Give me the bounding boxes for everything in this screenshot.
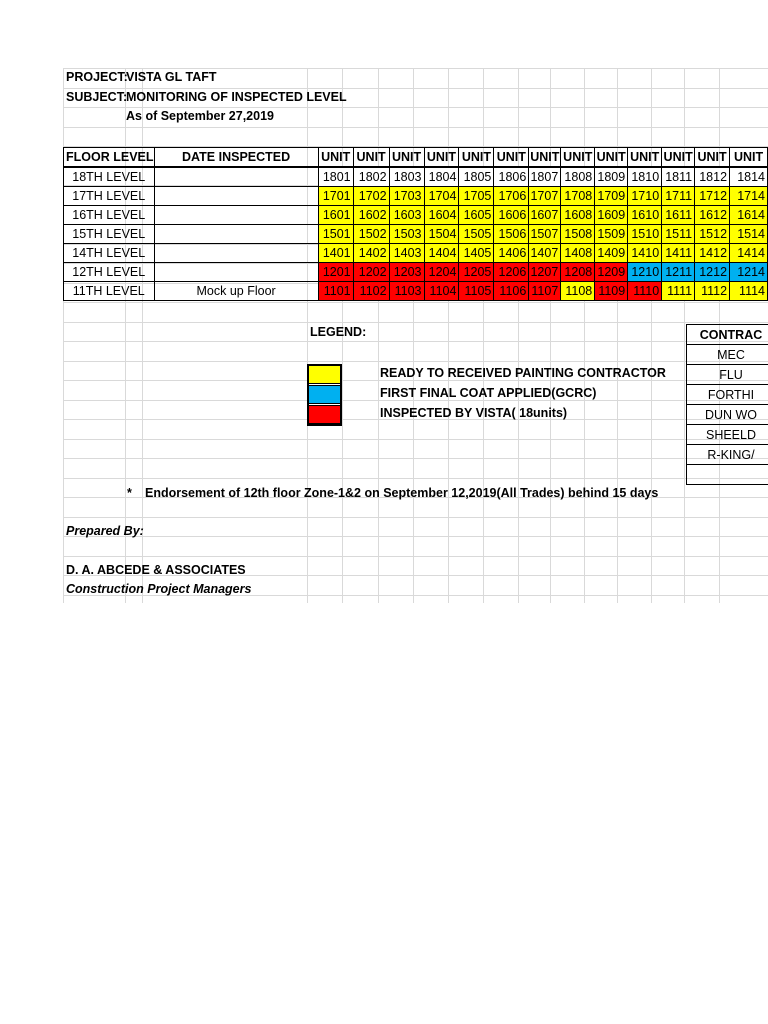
legend-swatch-first-coat bbox=[307, 385, 341, 404]
unit-cell: 1409 bbox=[595, 244, 628, 263]
contractor-row bbox=[687, 425, 768, 445]
unit-cell: 1206 bbox=[494, 263, 529, 282]
contractor-name: FORTHI bbox=[687, 385, 768, 405]
unit-cell: 1109 bbox=[595, 282, 628, 301]
unit-cell: 1607 bbox=[529, 206, 561, 225]
contractor-header-row bbox=[687, 325, 768, 345]
table-row bbox=[64, 244, 768, 263]
unit-header: UNIT bbox=[389, 148, 424, 168]
date-inspected-header: DATE INSPECTED bbox=[154, 148, 318, 168]
unit-cell: 1612 bbox=[695, 206, 730, 225]
contractor-header: CONTRAC bbox=[687, 325, 768, 345]
table-row bbox=[64, 187, 768, 206]
unit-cell: 1402 bbox=[353, 244, 389, 263]
unit-cell: 1406 bbox=[494, 244, 529, 263]
table-header-row bbox=[64, 148, 768, 168]
unit-header: UNIT bbox=[494, 148, 529, 168]
table-row bbox=[64, 282, 768, 301]
project-value: VISTA GL TAFT bbox=[126, 70, 217, 84]
unit-cell: 1606 bbox=[494, 206, 529, 225]
unit-cell: 1112 bbox=[695, 282, 730, 301]
unit-header: UNIT bbox=[628, 148, 662, 168]
company-role: Construction Project Managers bbox=[66, 582, 252, 596]
unit-cell: 1806 bbox=[494, 167, 529, 187]
unit-cell: 1411 bbox=[662, 244, 695, 263]
contractor-name: FLU bbox=[687, 365, 768, 385]
unit-cell: 1214 bbox=[730, 263, 768, 282]
legend-label-first-coat: FIRST FINAL COAT APPLIED(GCRC) bbox=[380, 386, 597, 400]
unit-cell: 1509 bbox=[595, 225, 628, 244]
unit-cell: 1414 bbox=[730, 244, 768, 263]
unit-cell: 1404 bbox=[424, 244, 459, 263]
contractor-row bbox=[687, 445, 768, 465]
unit-header: UNIT bbox=[662, 148, 695, 168]
unit-header: UNIT bbox=[529, 148, 561, 168]
floor-level-cell: 16TH LEVEL bbox=[64, 206, 155, 225]
unit-cell: 1504 bbox=[424, 225, 459, 244]
unit-cell: 1503 bbox=[389, 225, 424, 244]
unit-cell: 1801 bbox=[318, 167, 353, 187]
unit-cell: 1703 bbox=[389, 187, 424, 206]
project-label: PROJECT: bbox=[66, 70, 128, 84]
unit-header: UNIT bbox=[730, 148, 768, 168]
floor-level-cell: 15TH LEVEL bbox=[64, 225, 155, 244]
unit-cell: 1505 bbox=[459, 225, 494, 244]
floor-level-header: FLOOR LEVEL bbox=[64, 148, 155, 168]
unit-cell: 1710 bbox=[628, 187, 662, 206]
unit-cell: 1814 bbox=[730, 167, 768, 187]
unit-cell: 1514 bbox=[730, 225, 768, 244]
unit-cell: 1507 bbox=[529, 225, 561, 244]
unit-cell: 1706 bbox=[494, 187, 529, 206]
unit-cell: 1104 bbox=[424, 282, 459, 301]
unit-cell: 1205 bbox=[459, 263, 494, 282]
unit-cell: 1611 bbox=[662, 206, 695, 225]
table-row bbox=[64, 206, 768, 225]
unit-header: UNIT bbox=[459, 148, 494, 168]
unit-cell: 1810 bbox=[628, 167, 662, 187]
unit-cell: 1108 bbox=[561, 282, 595, 301]
date-inspected-cell bbox=[154, 206, 318, 225]
unit-cell: 1210 bbox=[628, 263, 662, 282]
unit-cell: 1407 bbox=[529, 244, 561, 263]
unit-cell: 1712 bbox=[695, 187, 730, 206]
unit-cell: 1201 bbox=[318, 263, 353, 282]
unit-cell: 1510 bbox=[628, 225, 662, 244]
legend-label-ready: READY TO RECEIVED PAINTING CONTRACTOR bbox=[380, 366, 666, 380]
company-name: D. A. ABCEDE & ASSOCIATES bbox=[66, 563, 246, 577]
unit-cell: 1212 bbox=[695, 263, 730, 282]
unit-cell: 1807 bbox=[529, 167, 561, 187]
table-body bbox=[64, 167, 768, 301]
contractor-name: R-KING/ bbox=[687, 445, 768, 465]
unit-cell: 1405 bbox=[459, 244, 494, 263]
contractor-name bbox=[687, 465, 768, 485]
unit-cell: 1808 bbox=[561, 167, 595, 187]
unit-cell: 1711 bbox=[662, 187, 695, 206]
table-row bbox=[64, 263, 768, 282]
floor-level-cell: 12TH LEVEL bbox=[64, 263, 155, 282]
unit-cell: 1102 bbox=[353, 282, 389, 301]
unit-cell: 1107 bbox=[529, 282, 561, 301]
unit-cell: 1207 bbox=[529, 263, 561, 282]
floor-level-cell: 17TH LEVEL bbox=[64, 187, 155, 206]
unit-cell: 1105 bbox=[459, 282, 494, 301]
unit-cell: 1111 bbox=[662, 282, 695, 301]
date-inspected-cell bbox=[154, 167, 318, 187]
note-text: Endorsement of 12th floor Zone-1&2 on September 12,2019(All Trades) behind 15 days bbox=[145, 486, 659, 500]
unit-cell: 1403 bbox=[389, 244, 424, 263]
table-row bbox=[64, 225, 768, 244]
unit-cell: 1714 bbox=[730, 187, 768, 206]
unit-cell: 1707 bbox=[529, 187, 561, 206]
unit-cell: 1708 bbox=[561, 187, 595, 206]
as-of-date: As of September 27,2019 bbox=[126, 109, 274, 123]
unit-cell: 1802 bbox=[353, 167, 389, 187]
unit-header: UNIT bbox=[561, 148, 595, 168]
date-inspected-cell bbox=[154, 225, 318, 244]
unit-cell: 1809 bbox=[595, 167, 628, 187]
subject-value: MONITORING OF INSPECTED LEVEL bbox=[126, 90, 347, 104]
unit-cell: 1609 bbox=[595, 206, 628, 225]
unit-cell: 1508 bbox=[561, 225, 595, 244]
unit-cell: 1701 bbox=[318, 187, 353, 206]
unit-cell: 1203 bbox=[389, 263, 424, 282]
date-inspected-cell bbox=[154, 263, 318, 282]
unit-cell: 1614 bbox=[730, 206, 768, 225]
unit-cell: 1506 bbox=[494, 225, 529, 244]
contractor-name: MEC bbox=[687, 345, 768, 365]
contractor-row bbox=[687, 345, 768, 365]
unit-cell: 1412 bbox=[695, 244, 730, 263]
unit-cell: 1803 bbox=[389, 167, 424, 187]
unit-cell: 1705 bbox=[459, 187, 494, 206]
unit-cell: 1103 bbox=[389, 282, 424, 301]
unit-header: UNIT bbox=[595, 148, 628, 168]
unit-cell: 1605 bbox=[459, 206, 494, 225]
contractor-row bbox=[687, 465, 768, 485]
unit-cell: 1501 bbox=[318, 225, 353, 244]
unit-cell: 1602 bbox=[353, 206, 389, 225]
date-inspected-cell bbox=[154, 244, 318, 263]
unit-cell: 1502 bbox=[353, 225, 389, 244]
unit-cell: 1610 bbox=[628, 206, 662, 225]
unit-cell: 1106 bbox=[494, 282, 529, 301]
table-row bbox=[64, 167, 768, 187]
legend-swatch-ready bbox=[307, 365, 341, 384]
unit-cell: 1209 bbox=[595, 263, 628, 282]
unit-cell: 1408 bbox=[561, 244, 595, 263]
date-inspected-cell: Mock up Floor bbox=[154, 282, 318, 301]
legend-label-inspected: INSPECTED BY VISTA( 18units) bbox=[380, 406, 568, 420]
unit-cell: 1604 bbox=[424, 206, 459, 225]
unit-cell: 1804 bbox=[424, 167, 459, 187]
note-bullet: * bbox=[127, 486, 132, 500]
prepared-by-label: Prepared By: bbox=[66, 524, 144, 538]
unit-cell: 1208 bbox=[561, 263, 595, 282]
inspection-table bbox=[63, 147, 768, 301]
contractor-name: SHEELD bbox=[687, 425, 768, 445]
contractor-body bbox=[687, 325, 768, 485]
unit-cell: 1211 bbox=[662, 263, 695, 282]
legend-swatch-inspected bbox=[307, 405, 341, 424]
contractor-row bbox=[687, 365, 768, 385]
contractor-row bbox=[687, 405, 768, 425]
unit-cell: 1709 bbox=[595, 187, 628, 206]
unit-cell: 1702 bbox=[353, 187, 389, 206]
unit-cell: 1410 bbox=[628, 244, 662, 263]
subject-label: SUBJECT: bbox=[66, 90, 128, 104]
floor-level-cell: 14TH LEVEL bbox=[64, 244, 155, 263]
unit-cell: 1110 bbox=[628, 282, 662, 301]
floor-level-cell: 18TH LEVEL bbox=[64, 167, 155, 187]
unit-cell: 1812 bbox=[695, 167, 730, 187]
unit-cell: 1608 bbox=[561, 206, 595, 225]
unit-cell: 1204 bbox=[424, 263, 459, 282]
contractor-name: DUN WO bbox=[687, 405, 768, 425]
date-inspected-cell bbox=[154, 187, 318, 206]
floor-level-cell: 11TH LEVEL bbox=[64, 282, 155, 301]
unit-cell: 1101 bbox=[318, 282, 353, 301]
unit-cell: 1704 bbox=[424, 187, 459, 206]
contractor-row bbox=[687, 385, 768, 405]
legend-title: LEGEND: bbox=[310, 325, 367, 339]
unit-cell: 1512 bbox=[695, 225, 730, 244]
unit-cell: 1511 bbox=[662, 225, 695, 244]
unit-header: UNIT bbox=[695, 148, 730, 168]
unit-header: UNIT bbox=[353, 148, 389, 168]
contractor-table bbox=[686, 324, 768, 485]
unit-cell: 1114 bbox=[730, 282, 768, 301]
unit-cell: 1805 bbox=[459, 167, 494, 187]
unit-cell: 1811 bbox=[662, 167, 695, 187]
unit-header: UNIT bbox=[424, 148, 459, 168]
unit-cell: 1401 bbox=[318, 244, 353, 263]
unit-header: UNIT bbox=[318, 148, 353, 168]
unit-cell: 1202 bbox=[353, 263, 389, 282]
unit-cell: 1601 bbox=[318, 206, 353, 225]
unit-cell: 1603 bbox=[389, 206, 424, 225]
